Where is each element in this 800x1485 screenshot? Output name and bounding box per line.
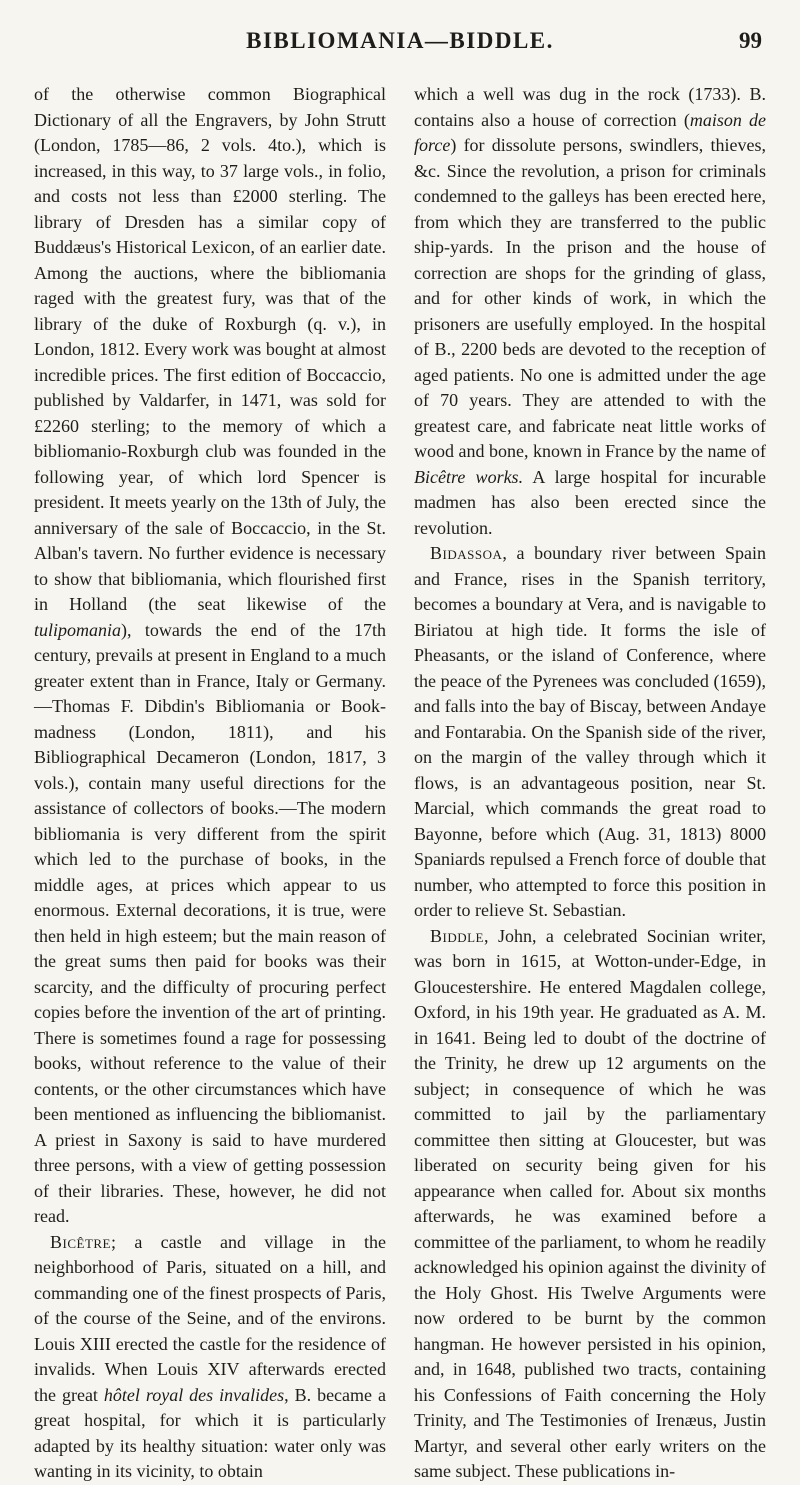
entry-biddle bbox=[414, 924, 766, 1485]
entry-bidassoa bbox=[414, 541, 766, 924]
paragraph-bibliomania-continued bbox=[34, 82, 386, 1230]
running-title: BIBLIOMANIA—BIDDLE. bbox=[246, 28, 554, 53]
page-header bbox=[30, 22, 770, 62]
italic-term: tulipomania bbox=[34, 619, 122, 640]
italic-term: hôtel royal des invalides bbox=[103, 1384, 285, 1405]
paragraph-text: , B. became a great hospital, for which it is particularly adapted by its healthy situation: water only was wanting in its vicinity, to obtain bbox=[34, 1384, 386, 1481]
italic-term: maison de force bbox=[414, 109, 766, 155]
page-number: 99 bbox=[739, 28, 762, 53]
paragraph-text: , a boundary river between Spain and France, rises in the Spanish territory, becomes a boundary at Vera, and is navigable to Biriatou at high tide. It forms the isle of Pheasants, or the island of Conference, where the peace of the Pyrenees was concluded (1659), and falls into the bay of Biscay, between Andaye and Fontarabia. On the Spanish side of the river, on the margin of the valley through which it flows, is an advantageous position, near St. Marcial, which commands the great road to Bayonne, before which (Aug. 31, 1813) 8000 Spaniards repulsed a French force of double that number, who attempted to force this position in order to relieve St. Sebastian. bbox=[414, 543, 766, 920]
entry-headword: Bidassoa bbox=[430, 543, 503, 563]
paragraph-text: of the otherwise common Biographical Dictionary of all the Engravers, by John Strutt (London, 1785—86, 2 vols. 4to.), which is increased, in this way, to 37 large vols., in folio, and costs not less than £2000 sterling. The library of Dresden has a similar copy of Buddæus's Historical Lexicon, of an earlier date. Among the auctions, where the bibliomania raged with the greatest fury, was that of the library of the duke of Roxburgh (q. v.), in London, 1812. Every work was bought at almost incredible prices. The first edition of Boccaccio, published by Valdarfer, in 1471, was sold for £2260 sterling; to the memory of which a bibliomanio-Roxburgh club was founded in the following year, of which lord Spencer is president. It meets yearly on the 13th of July, the anniversary of the sale of Boccaccio, in the St. Alban's tavern. No further evidence is necessary to show that bibliomania, which flourished first in Holland (the seat likewise of the bbox=[34, 84, 386, 614]
entry-headword: Biddle bbox=[430, 925, 484, 946]
paragraph-text: ) for dissolute persons, swindlers, thieves, &c. Since the revolution, a prison for criminals condemned to the galleys has been erected here, from which they are transferred to the public ship-yards. In the prison and the house of correction are shops for the grinding of glass, and for other kinds of work, in which the prisoners are usefully employed. In the hospital of B., 2200 beds are devoted to the reception of aged patients. No one is admitted under the age of 70 years. They are attended to with the greatest care, and fabricate neat little works of wood and bone, known in France by the name of bbox=[414, 135, 766, 461]
paragraph-text: which a well was dug in the rock (1733). B. contains also a house of correction ( bbox=[414, 84, 766, 130]
paragraph-text: ; a castle and village in the neighborhood of Paris, situated on a hill, and commanding one of the finest prospects of Paris, of the course of the Seine, and of the environs. Louis XIII erected the castle for the residence of invalids. When Louis XIV afterwards erected the great bbox=[34, 1231, 386, 1405]
left-column bbox=[34, 82, 386, 1485]
paragraph-text: A large hospital for incurable madmen has also been erected since the revolution. bbox=[414, 466, 766, 538]
paragraph-text: ), towards the end of the 17th century, prevails at present in England to a much greater extent than in France, Italy or Germany. —Thomas F. Dibdin's Bibliomania or Book-madness (London, 1811), and his Bibliographical Decameron (London, 1817, 3 vols.), contain many useful directions for the assistance of collectors of books.—The modern bibliomania is very different from the spirit which led to the purchase of books, in the middle ages, at prices which appear to us enormous. External decorations, it is true, were then held in high esteem; but the main reason of the great sums then paid for books was their scarcity, and the difficulty of procuring perfect copies before the invention of the art of printing. There is sometimes found a rage for possessing books, without reference to the value of their contents, or the other circumstances which have been mentioned as influencing the bibliomanist. A priest in Saxony is said to have murdered three persons, with a view of getting possession of their libraries. These, however, he did not read. bbox=[34, 619, 386, 1226]
italic-term: Bicêtre works. bbox=[414, 466, 524, 487]
entry-headword: Bicêtre bbox=[50, 1231, 111, 1252]
paragraph-bicetre-continued bbox=[414, 82, 766, 541]
paragraph-text: , John, a celebrated Socinian writer, was born in 1615, at Wotton-under-Edge, in Gloucestershire. He entered Magdalen college, Oxford, in his 19th year. He graduated as A. M. in 1641. Being led to doubt of the doctrine of the Trinity, he drew up 12 arguments on the subject; in consequence of which he was committed to jail by the parliamentary committee then sitting at Gloucester, but was liberated on security being given for his appearance when called for. About six months afterwards, he was examined before a committee of the parliament, to whom he readily acknowledged his opinion against the divinity of the Holy Ghost. His Twelve Arguments were now ordered to be burnt by the common hangman. He however persisted in his opinion, and, in 1648, published two tracts, containing his Confessions of Faith concerning the Holy Trinity, and The Testimonies of Irenæus, Justin Martyr, and several other early writers on the same subject. These publications in- bbox=[414, 925, 766, 1481]
entry-bicetre bbox=[34, 1230, 386, 1485]
right-column bbox=[414, 82, 766, 1485]
